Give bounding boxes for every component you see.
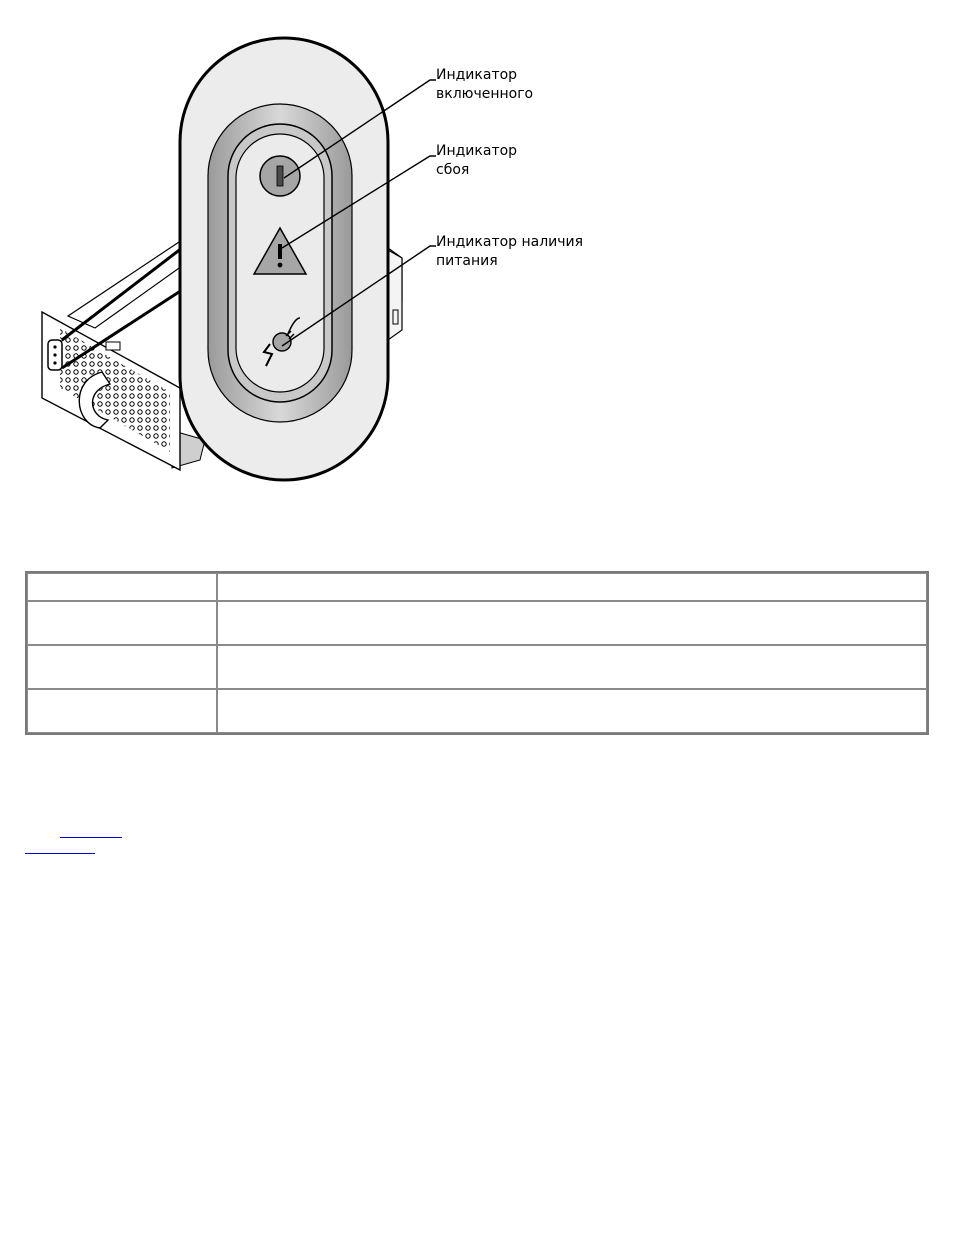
table-cell (27, 601, 217, 645)
back-to-contents-link[interactable] (25, 853, 95, 854)
table-header-cell (217, 573, 927, 601)
callout-line: включенного (436, 86, 534, 102)
table-cell (27, 645, 217, 689)
indicator-table (25, 571, 929, 735)
table-cell (217, 601, 927, 645)
callout-fault-indicator (436, 142, 517, 180)
table-cell (217, 645, 927, 689)
table-row (27, 689, 927, 733)
table-header-row (27, 573, 927, 601)
power-supply-figure (0, 0, 954, 500)
table-row (27, 601, 927, 645)
callout-line: Индикатор (436, 67, 518, 83)
callout-power-on-indicator (436, 66, 533, 104)
callout-line: питания (436, 253, 498, 269)
callout-line: Индикатор наличия (436, 234, 584, 250)
table-cell (217, 689, 927, 733)
power-on-icon (260, 156, 300, 196)
back-to-top-link[interactable] (60, 837, 122, 838)
callout-ac-power-indicator (436, 233, 583, 271)
led-panel-zoom (180, 38, 388, 480)
callout-line: Индикатор (436, 143, 518, 159)
table-header-cell (27, 573, 217, 601)
table-cell (27, 689, 217, 733)
table-row (27, 645, 927, 689)
callout-line: сбоя (436, 162, 470, 178)
